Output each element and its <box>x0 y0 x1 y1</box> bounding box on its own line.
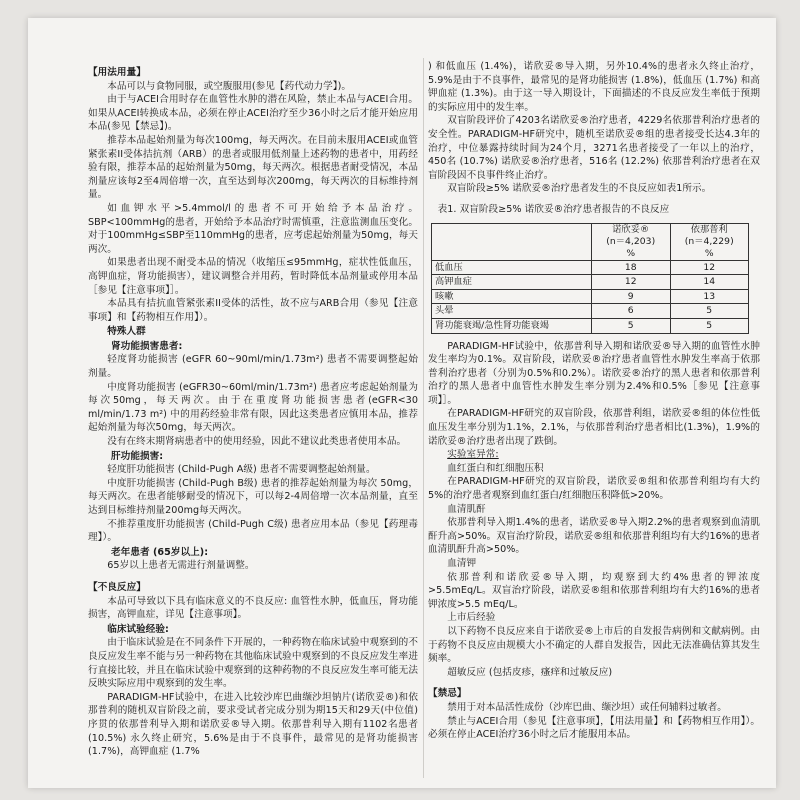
table-header-row <box>432 223 749 260</box>
enalapril-value: 14 <box>670 275 749 290</box>
usage-paragraph: 如血钾水平>5.4mmol/l的患者不可开始给予本品治疗。SBP<100mmHg的患者，开始给予本品治疗时需慎重，注意监测血压变化。对于100mmHg≤SBP至110mmHg的患者，应考虑起始剂量为50mg，每天两次。 <box>88 202 418 255</box>
renal-heading: 肾功能损害患者: <box>111 340 183 352</box>
usage-heading: 【用法用量】 <box>88 67 146 78</box>
elderly-heading: 老年患者 (65岁以上): <box>111 546 209 558</box>
adverse-paragraph: 在PARADIGM-HF研究的双盲阶段，依那普利组，诺欣妥®组的体位性低血压发生率分别为1.1%，2.1%，与依那普利治疗患者相比(1.3%)，1.9%的诺欣妥®治疗患者出现了跌倒。 <box>428 408 760 447</box>
contraindications-heading: 【禁忌】 <box>428 688 467 700</box>
creatinine-heading: 血清肌酐 <box>447 503 486 515</box>
table-row <box>432 275 749 290</box>
trial-experience-heading: 临床试验经验: <box>107 623 169 635</box>
hepatic-paragraph: 轻度肝功能损害 (Child-Pugh A级) 患者不需要调整起始剂量。 <box>107 464 376 476</box>
enalapril-value: 13 <box>670 289 749 304</box>
entresto-value: 5 <box>592 318 670 333</box>
adverse-paragraph: 本品可导致以下具有临床意义的不良反应: 血管性水肿，低血压，肾功能损害，高钾血症，详见【注意事项】。 <box>88 595 418 621</box>
table-header-entresto <box>592 223 670 260</box>
reaction-name: 头晕 <box>432 304 592 319</box>
header-line: % <box>704 247 714 259</box>
renal-paragraph: 轻度肾功能损害 (eGFR 60~90ml/min/1.73m²) 患者不需要调整起始剂量。 <box>88 354 418 380</box>
reaction-name: 低血压 <box>432 260 592 275</box>
right-column <box>428 60 760 742</box>
adverse-reactions-table <box>431 223 749 334</box>
contraindications-paragraph: 禁用于对本品活性成份（沙库巴曲、缬沙坦）或任何辅料过敏者。 <box>447 701 727 713</box>
leaflet-page <box>28 18 776 788</box>
reaction-name: 高钾血症 <box>432 275 592 290</box>
postmarketing-heading: 上市后经验 <box>447 612 496 624</box>
table-row <box>432 318 749 333</box>
entresto-value: 9 <box>592 289 670 304</box>
renal-paragraph: 中度肾功能损害 (eGFR30~60ml/min/1.73m²) 患者应考虑起始剂量为每次50mg，每天两次。由于在重度肾功能损害患者(eGFR<30 ml/min/1.73 m²) 中的用药经验非常有限，因此这类患者应慎用本品，推荐起始剂量为每次50mg，每天两次。 <box>88 381 418 434</box>
entresto-value: 18 <box>592 260 670 275</box>
header-line: (n＝4,229) <box>684 235 734 247</box>
enalapril-value: 5 <box>670 304 749 319</box>
entresto-value: 6 <box>592 304 670 319</box>
adverse-paragraph: 双盲阶段评价了4203名诺欣妥®治疗患者，4229名依那普利治疗患者的安全性。PARADIGM-HF研究中，随机至诺欣妥®组的患者接受长达4.3年的治疗，中位暴露持续时间为24个月，3271名患者接受了一年以上的治疗，450名 (10.7%) 诺欣妥®治疗患者，516名 (12.2%) 依那普利治疗患者在双盲阶段因不良事件终止治疗。 <box>428 115 760 181</box>
usage-paragraph: 本品具有拮抗血管紧张素II受体的活性，故不应与ARB合用（参见【注意事项】和【药物相互作用】）。 <box>88 298 418 323</box>
contraindications-paragraph: 禁止与ACEI合用（参见【注意事项】，【用法用量】和【药物相互作用】）。必须在停止ACEI治疗36小时之后才能服用本品。 <box>428 715 760 741</box>
adverse-paragraph: 由于临床试验是在不同条件下开展的，一种药物在临床试验中观察到的不良反应发生率不能与另一种药物在其他临床试验中观察到的不良反应发生率进行直接比较，并且在临床试验中观察到的这种药物的不良反应发生率可能无法反映实际应用中观察到的发生率。 <box>88 637 418 690</box>
entresto-value: 12 <box>592 275 670 290</box>
creatinine-paragraph: 依那普利导入期1.4%的患者，诺欣妥®导入期2.2%的患者观察到血清肌酐升高>50%。双盲治疗阶段，诺欣妥®组和依那普利组均有大约16%的患者血清肌酐升高>50%。 <box>428 517 760 556</box>
usage-paragraph: 由于与ACEI合用时存在血管性水肿的潜在风险，禁止本品与ACEI合用。如果从ACEI转换成本品，必须在停止ACEI治疗至少36小时之后才能开始应用本品(参见【禁忌】)。 <box>88 94 418 133</box>
table-row <box>432 289 749 304</box>
elderly-paragraph: 65岁以上患者无需进行剂量调整。 <box>107 560 255 572</box>
hepatic-heading: 肝功能损害: <box>111 450 164 462</box>
renal-paragraph: 没有在终末期肾病患者中的使用经验，因此不建议此类患者使用本品。 <box>107 436 407 448</box>
hepatic-paragraph: 中度肝功能损害 (Child-Pugh B级) 患者的推荐起始剂量为每次 50mg，每天两次。在患者能够耐受的情况下，可以每2-4周倍增一次本品剂量，直至达到目标维持剂量200mg每天两次。 <box>88 477 418 516</box>
column-divider <box>423 58 424 778</box>
adverse-paragraph: ) 和低血压 (1.4%)，诺欣妥®导入期，另外10.4%的患者永久终止治疗，5.9%是由于不良事件，最常见的是肾功能损害 (1.8%)，低血压 (1.7%) 和高钾血症 (1.3%)。由于这一导入期设计，下面描述的不良反应发生率低于预期的实际应用中的发生率。 <box>428 61 760 113</box>
adverse-heading: 【不良反应】 <box>88 581 146 593</box>
table-header-enalapril <box>670 223 749 260</box>
potassium-heading: 血清钾 <box>447 558 477 569</box>
enalapril-value: 12 <box>670 260 749 275</box>
usage-paragraph: 本品可以与食物同服，或空腹服用(参见【药代动力学】)。 <box>107 80 352 92</box>
left-column <box>88 64 418 759</box>
postmarketing-paragraph: 超敏反应 (包括皮疹，瘙痒和过敏反应) <box>447 666 613 678</box>
usage-paragraph: 推荐本品起始剂量为每次100mg，每天两次。在目前未服用ACEI或血管紧张素II受体拮抗剂（ARB）的患者或服用低剂量上述药物的患者中，用药经验有限，推荐本品的起始剂量为50mg，每天两次。根据患者耐受情况，本品剂量应该每2至4周倍增一次，直至达到每次200mg，每天两次的目标维持剂量。 <box>88 134 418 201</box>
enalapril-value: 5 <box>670 318 749 333</box>
reaction-name: 咳嗽 <box>432 289 592 304</box>
adverse-paragraph: PARADIGM-HF试验中，依那普利导入期和诺欣妥®导入期的血管性水肿发生率均为0.1%。双盲阶段，诺欣妥®治疗患者血管性水肿发生率高于依那普利治疗患者（分别为0.5%和0.2%）。诺欣妥®治疗的黑人患者和依那普利治疗的黑人患者中血管性水肿发生率分别为2.4%和0.5%［参见【注意事项】］。 <box>428 340 760 406</box>
potassium-paragraph: 依那普利和诺欣妥®导入期，均观察到大约4%患者的钾浓度>5.5mEq/L。双盲治疗阶段，诺欣妥®组和依那普利组均有大约16%的患者钾浓度>5.5 mEq/L。 <box>428 571 760 610</box>
special-population-heading: 特殊人群 <box>107 326 146 338</box>
table-caption: 表1. 双盲阶段≥5% 诺欣妥®治疗患者报告的不良反应 <box>437 203 670 215</box>
table-row <box>432 304 749 319</box>
table-row <box>432 260 749 275</box>
hemoglobin-paragraph: 在PARADIGM-HF研究的双盲阶段，诺欣妥®组和依那普利组均有大约5%的治疗患者观察到血红蛋白/红细胞压积降低>20%。 <box>428 476 760 502</box>
lab-abnormal-heading: 实验室异常: <box>447 449 499 461</box>
reaction-name: 肾功能衰竭/急性肾功能衰竭 <box>432 318 592 333</box>
table-header-empty <box>432 223 592 260</box>
hepatic-paragraph: 不推荐重度肝功能损害 (Child-Pugh C级) 患者应用本品（参见【药理毒理】）。 <box>88 518 418 544</box>
hemoglobin-heading: 血红蛋白和红细胞压积 <box>447 462 544 474</box>
header-line: 诺欣妥® <box>612 223 650 235</box>
adverse-paragraph: PARADIGM-HF试验中，在进入比较沙库巴曲缬沙坦钠片(诺欣妥®)和依那普利的随机双盲阶段之前，要求受试者完成分别为期15天和29天(中位值)序贯的依那普利导入期和诺欣妥®导入期。依那普利导入期有1102名患者 (10.5%) 永久终止研究，5.6%是由于不良事件，最常见的是肾功能损害 (1.7%)，高钾血症 (1.7% <box>88 691 418 758</box>
header-line: (n＝4,203) <box>606 235 656 247</box>
header-line: % <box>626 247 636 259</box>
postmarketing-paragraph: 以下药物不良反应来自于诺欣妥®上市后的自发报告病例和文献病例。由于药物不良反应由规模大小不确定的人群自发报告，因此无法准确估算其发生频率。 <box>428 625 760 665</box>
usage-paragraph: 如果患者出现不耐受本品的情况（收缩压≤95mmHg，症状性低血压，高钾血症，肾功能损害），建议调整合并用药，暂时降低本品剂量或停用本品［参见【注意事项】］。 <box>88 257 418 296</box>
header-line: 依那普利 <box>690 223 728 235</box>
adverse-paragraph: 双盲阶段≥5% 诺欣妥®治疗患者发生的不良反应如表1所示。 <box>447 183 712 195</box>
